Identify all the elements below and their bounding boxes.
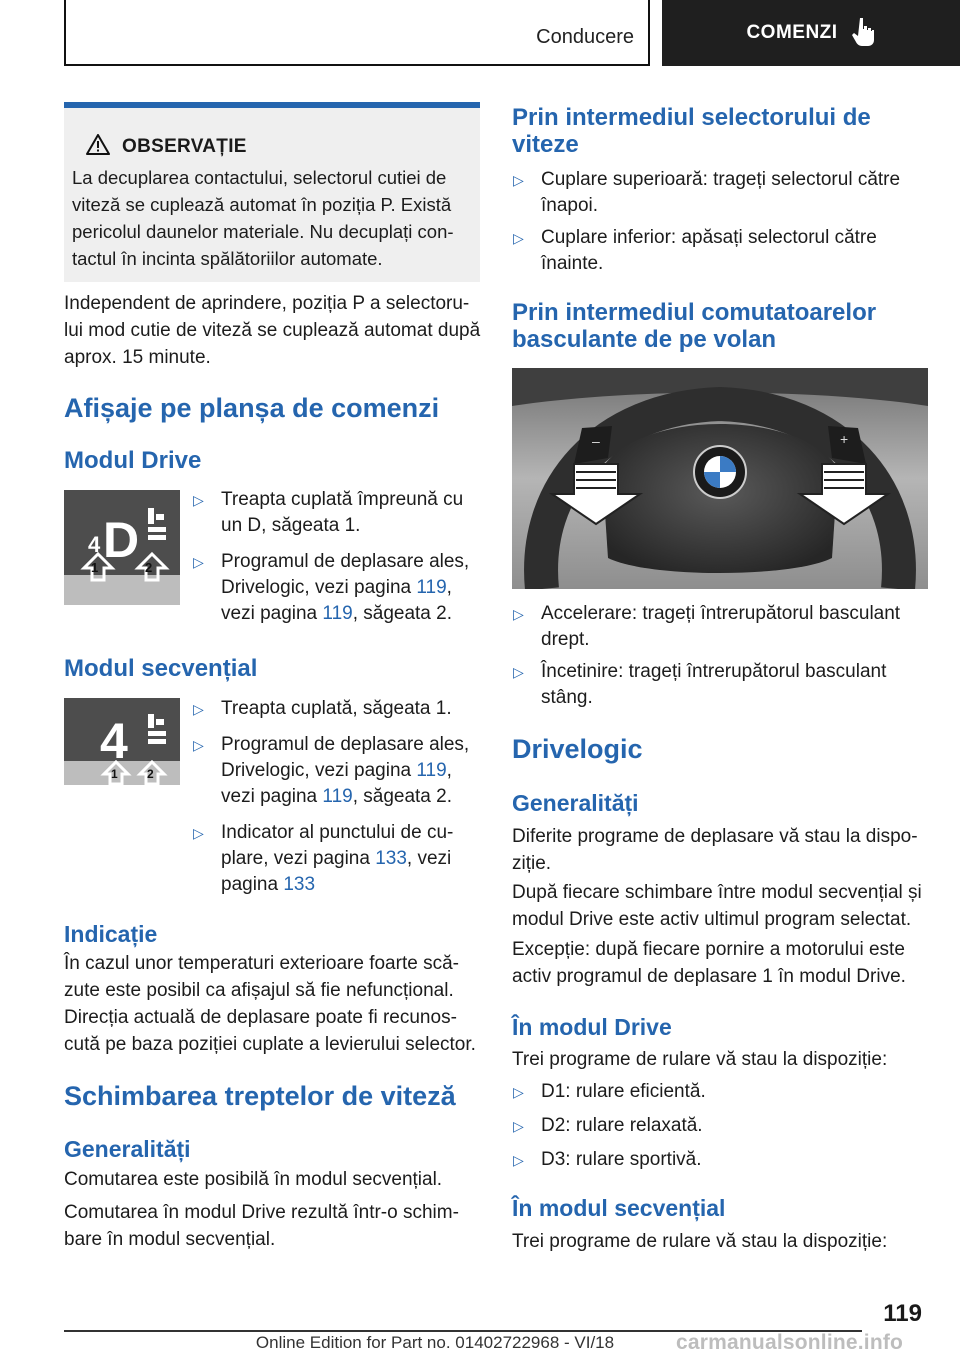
warning-note-header [86, 134, 247, 160]
text-span: , vezi [406, 848, 452, 869]
text-line: modul Drive este activ ultimul program selectat. [512, 909, 912, 930]
note-line: pericolul daunelor materiale. Nu decuplați con‐ [72, 221, 454, 242]
text-line [221, 872, 488, 898]
note-line: La decuplarea contactului, selectorul cutiei de [72, 167, 447, 188]
text-line: drept. [541, 629, 590, 650]
drive-mode-display-image [64, 490, 180, 605]
text-line: D3: rulare sportivă. [541, 1149, 702, 1170]
text-line: Direcția actuală de deplasare poate fi recunos‐ [64, 1007, 457, 1028]
heading-drive-mode: Modul Drive [64, 447, 202, 474]
chapter-tab-label: COMENZI [746, 22, 838, 43]
bullet-triangle-icon: ▷ [513, 1152, 524, 1168]
bullet-triangle-icon: ▷ [513, 606, 524, 622]
text-span: , săgeata 2. [352, 786, 452, 807]
text-line: stâng. [541, 687, 593, 708]
heading-display: Afișaje pe planșa de comenzi [64, 393, 440, 423]
text-line [221, 846, 488, 872]
text-line: zute este posibil ca afișajul să fie nefuncțional. [64, 980, 454, 1001]
text-span: vezi pagina [221, 786, 323, 807]
text-line: Indicator al punctului de cu‐ [221, 822, 454, 843]
text-span: , [446, 760, 452, 781]
warning-note-title: OBSERVAȚIE [122, 136, 247, 157]
arrow-2-label: 2 [147, 767, 154, 781]
text-line: Programul de deplasare ales, [221, 734, 470, 755]
drive-mode-list [192, 487, 488, 637]
list-item [512, 167, 932, 219]
text-line: D1: rulare eficientă. [541, 1081, 706, 1102]
section-title: Conducere [536, 26, 634, 48]
text-span: pagina [221, 874, 284, 895]
text-line: cută pe baza poziției cuplate a levierului selector. [64, 1034, 476, 1055]
drivelogic-paragraph-2 [512, 879, 932, 933]
bullet-triangle-icon: ▷ [513, 172, 524, 188]
bullet-triangle-icon: ▷ [193, 701, 204, 717]
text-line: Încetinire: trageți întrerupătorul basculant [541, 661, 887, 682]
steering-wheel-paddles-image [512, 368, 928, 589]
text-span: Drivelogic, vezi pagina [221, 760, 417, 781]
program-icon [148, 508, 166, 540]
text-line: Cuplare superioară: trageți selectorul către [541, 169, 901, 190]
heading-line: Prin intermediul selectorului de [512, 104, 871, 131]
bullet-triangle-icon: ▷ [513, 1118, 524, 1134]
chapter-tab[interactable] [662, 0, 960, 66]
text-line: Excepție: după fiecare pornire a motorului este [512, 939, 905, 960]
bmw-logo-icon [694, 446, 746, 498]
minus-label: – [592, 433, 600, 449]
page-link[interactable]: 119 [322, 786, 353, 807]
paddle-list [512, 601, 932, 721]
text-line: Comutarea în modul Drive rezultă într-o schim‐ [64, 1202, 459, 1223]
text-line: Treapta cuplată împreună cu [221, 489, 464, 510]
text-line: În cazul unor temperaturi exterioare foarte scă‐ [64, 953, 459, 974]
text-line [221, 601, 488, 627]
list-item [512, 1079, 932, 1105]
list-item [192, 732, 488, 810]
gear-number: 4 [88, 532, 101, 557]
text-line [221, 575, 488, 601]
bullet-triangle-icon: ▷ [513, 1084, 524, 1100]
page-link[interactable]: 119 [416, 577, 447, 598]
text-line: ziție. [512, 853, 552, 874]
heading-paddles [512, 299, 876, 353]
list-item [512, 601, 932, 653]
program-icon [148, 714, 166, 744]
heading-gear-shifting: Schimbarea treptelor de viteză [64, 1081, 456, 1111]
text-span: plare, vezi pagina [221, 848, 376, 869]
page-link[interactable]: 119 [416, 760, 447, 781]
text-line [221, 758, 488, 784]
page-link[interactable]: 119 [322, 603, 353, 624]
warning-triangle-icon [86, 134, 110, 160]
text-span: , [446, 577, 452, 598]
text-line: Treapta cuplată, săgeata 1. [221, 698, 452, 719]
in-sequential-paragraph: Trei programe de rulare vă stau la dispoziție: [512, 1231, 888, 1252]
note-line: viteză se cuplează automat în poziția P. Există [72, 194, 452, 215]
text-line: După fiecare schimbare între modul secvențial și [512, 882, 922, 903]
warning-note-text [72, 164, 472, 272]
page-number: 119 [883, 1300, 922, 1327]
note-line: tactul în incinta spălătoriilor automate. [72, 248, 383, 269]
text-span: vezi pagina [221, 603, 323, 624]
bullet-triangle-icon: ▷ [193, 492, 204, 508]
bullet-triangle-icon: ▷ [193, 825, 204, 841]
general-paragraph-2 [64, 1199, 484, 1253]
bullet-triangle-icon: ▷ [513, 230, 524, 246]
pointing-hand-icon [852, 16, 876, 51]
drivelogic-paragraph-3 [512, 936, 932, 990]
text-line: Cuplare inferior: apăsați selectorul către [541, 227, 877, 248]
text-line: înainte. [541, 253, 604, 274]
heading-indication: Indicație [64, 921, 158, 947]
arrow-1-label: 1 [111, 767, 118, 781]
text-line: aprox. 15 minute. [64, 347, 211, 368]
list-item [192, 696, 488, 722]
in-drive-paragraph: Trei programe de rulare vă stau la dispoziție: [512, 1049, 888, 1070]
list-item [192, 549, 488, 627]
heading-in-drive-mode: În modul Drive [512, 1014, 672, 1040]
drive-programs-list [512, 1079, 932, 1183]
list-item [512, 1113, 932, 1139]
arrow-1-label: 1 [91, 560, 99, 575]
text-line [221, 784, 488, 810]
plus-label: + [840, 431, 849, 447]
arrow-2-label: 2 [145, 560, 153, 575]
text-line: Independent de aprindere, poziția P a selectoru‐ [64, 293, 470, 314]
heading-general: Generalități [64, 1136, 191, 1162]
watermark: carmanualsonline.info [676, 1331, 904, 1354]
gear-letter: D [103, 512, 140, 568]
heading-line: basculante de pe volan [512, 326, 777, 353]
heading-drivelogic: Drivelogic [512, 734, 643, 764]
heading-selector [512, 104, 871, 158]
text-span: , săgeata 2. [352, 603, 452, 624]
page-link[interactable]: 133 [283, 874, 316, 895]
gear-number: 4 [100, 713, 128, 769]
heading-in-sequential-mode: În modul secvențial [512, 1195, 726, 1221]
heading-general: Generalități [512, 790, 639, 816]
bullet-triangle-icon: ▷ [193, 554, 204, 570]
heading-line: Prin intermediul comutatoarelor [512, 299, 877, 326]
text-line: Accelerare: trageți întrerupătorul basculant [541, 603, 901, 624]
text-line: bare în modul secvențial. [64, 1229, 276, 1250]
indication-paragraph [64, 950, 484, 1058]
selector-list [512, 167, 932, 287]
heading-line: viteze [512, 131, 579, 158]
text-line: lui mod cutie de viteză se cuplează automat după [64, 320, 481, 341]
list-item [512, 1147, 932, 1173]
text-line: Diferite programe de deplasare vă stau la dispo‐ [512, 826, 918, 847]
page-link[interactable]: 133 [375, 848, 407, 869]
drivelogic-paragraph-1 [512, 823, 932, 877]
list-item [512, 225, 932, 277]
list-item [192, 487, 488, 539]
text-span: Drivelogic, vezi pagina [221, 577, 417, 598]
text-line: un D, săgeata 1. [221, 515, 361, 536]
list-item [192, 820, 488, 898]
text-line: înapoi. [541, 195, 599, 216]
sequential-mode-list [192, 696, 488, 908]
text-line: activ programul de deplasare 1 în modul Drive. [512, 966, 906, 987]
general-paragraph-1: Comutarea este posibilă în modul secvențial. [64, 1169, 443, 1190]
warning-note [64, 102, 480, 282]
bullet-triangle-icon: ▷ [513, 664, 524, 680]
text-line: D2: rulare relaxată. [541, 1115, 703, 1136]
list-item [512, 659, 932, 711]
intro-paragraph [64, 290, 484, 371]
heading-sequential-mode: Modul secvențial [64, 655, 258, 682]
text-line: Programul de deplasare ales, [221, 551, 470, 572]
footer-edition: Online Edition for Part no. 01402722968 - VI/18 [255, 1333, 615, 1352]
sequential-mode-display-image [64, 698, 180, 785]
bullet-triangle-icon: ▷ [193, 737, 204, 753]
